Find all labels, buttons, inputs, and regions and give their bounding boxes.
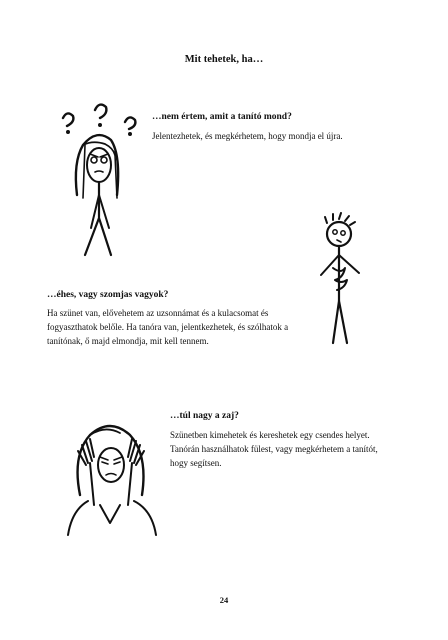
section-2-heading: …éhes, vagy szomjas vagyok? xyxy=(47,290,169,300)
section-3-heading: …túl nagy a zaj? xyxy=(170,411,239,421)
noise-covering-ears-girl-illustration xyxy=(60,405,165,540)
section-2-text: Ha szünet van, elővehetem az uzsonnámat és a kulacsomat és fogyaszthatok belőle. Ha tanóra van, jelentkezhetek, és szólhatok a tanítónak, ő majd elmondja, mit kell tennem. xyxy=(47,308,289,346)
hungry-stick-figure-illustration xyxy=(315,213,370,348)
section-1-heading: …nem értem, amit a tanító mond? xyxy=(152,112,292,122)
section-3-text: Szünetben kimehetek és kereshetek egy csendes helyet. Tanórán használhatok fülest, vagy megkérhetem a tanítót, hogy segítsen. xyxy=(170,430,378,468)
page-number: 24 xyxy=(219,595,229,605)
page-title: Mit tehetek, ha… xyxy=(184,54,264,65)
confused-girl-illustration xyxy=(55,100,150,260)
section-1-text: Jelentezhetek, és megkérhetem, hogy mondja el újra. xyxy=(152,131,343,141)
